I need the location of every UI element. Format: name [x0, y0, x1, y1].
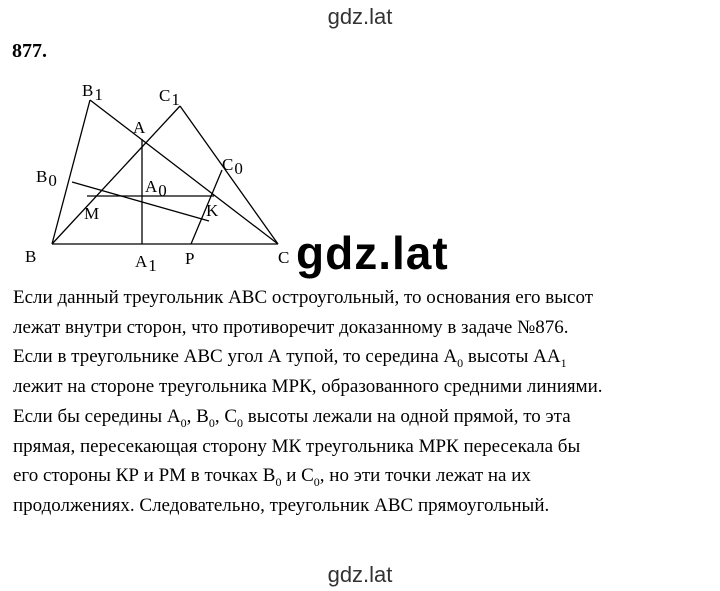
label-A0: A0 [145, 177, 167, 200]
label-C0: C0 [222, 155, 243, 178]
line-C1-C [180, 106, 278, 244]
text-line-1: Если данный треугольник АВС остроугольный, то основания его высот [13, 287, 594, 308]
problem-number: 877. [12, 40, 47, 62]
label-M: M [84, 204, 100, 223]
solution-text [13, 283, 713, 521]
watermark-center: gdz.lat [296, 227, 449, 279]
label-B1: B1 [82, 81, 103, 104]
text-line-7: его стороны КР и РМ в точках $В_0$ и $С_0$, но эти точки лежат на их [13, 465, 531, 490]
label-B0: B0 [36, 167, 57, 190]
label-A: A [133, 118, 146, 137]
label-A1: A1 [135, 252, 157, 275]
text-line-6: прямая, пересекающая сторону МК треугольника МРК пересекала бы [13, 435, 581, 457]
watermark-top: gdz.lat [327, 4, 393, 29]
text-line-5: Если бы середины $А_0$, $В_0$, $С_0$ высоты лежали на одной прямой, то эта [13, 405, 571, 430]
text-line-3: Если в треугольнике АВС угол А тупой, то середина $А_0$ высоты $АА_1$ [13, 346, 567, 371]
label-C: C [278, 248, 290, 267]
text-line-2: лежат внутри сторон, что противоречит доказанному в задаче №876. [13, 316, 569, 338]
label-K: K [206, 201, 219, 220]
text-line-8: продолжениях. Следовательно, треугольник АВС прямоугольный. [13, 494, 550, 516]
label-B: B [25, 247, 37, 266]
line-B-C1 [52, 106, 180, 244]
watermark-bottom: gdz.lat [327, 562, 393, 587]
text-line-4: лежит на стороне треугольника МРК, образованного средними линиями. [13, 376, 603, 398]
label-C1: C1 [159, 86, 180, 109]
label-P: P [185, 249, 195, 268]
